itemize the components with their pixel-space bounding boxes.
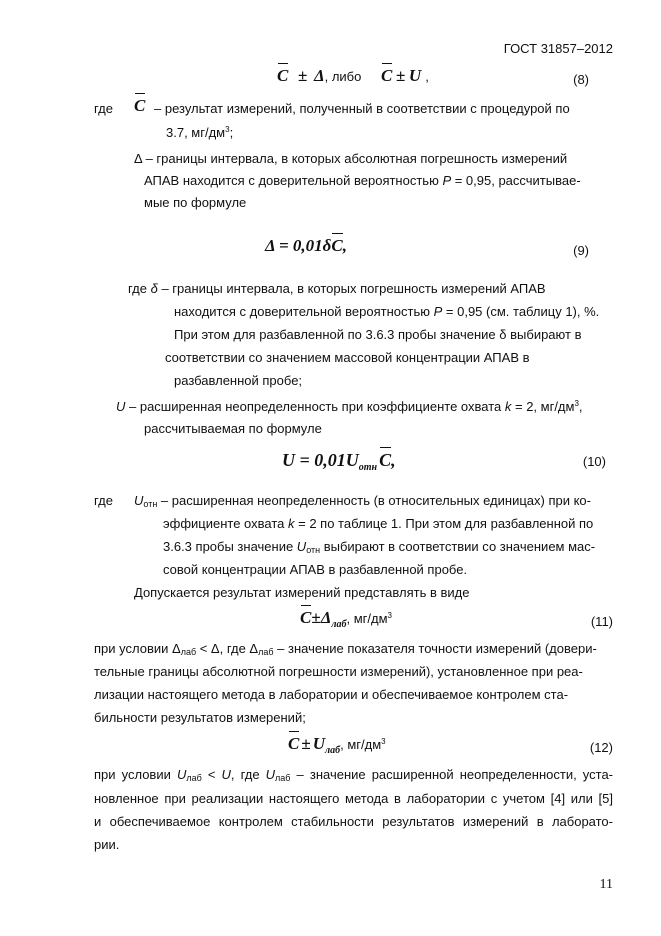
eq12-u: U [312,734,325,753]
eq9-delta: δ [322,236,332,255]
def-u-line1: U – расширенная неопределенность при коэффициенте охвата k = 2, $мг/дм^3$, [116,399,583,414]
eq11-c: C [300,608,312,627]
def-small-delta-line2: находится с доверительной вероятностью P = 0,95 (см. таблицу 1), %. [174,304,600,319]
cond12-line3: и обеспечиваемое контролем стабильности результатов измерений в лаборато- [94,814,613,829]
eq11-pm: ± [311,608,321,627]
def-delta-line1: Δ – границы интервала, в которых абсолютная погрешность измерений [134,151,568,166]
eq10-comma: , [391,450,396,470]
eq8-sep: , либо [324,69,362,84]
eq12-sub: лаб [324,745,341,756]
eq9-comma: , [342,236,347,255]
eq8-comma: , [425,69,429,84]
cond11-line1: при условии Δлаб < Δ, где Δлаб – значение показателя точности измерений (довери- [94,641,597,657]
eq11-sub: лаб [331,619,347,630]
equation-12 [288,734,386,756]
eq10-c: C [379,450,392,470]
equation-9 [265,236,347,256]
def-uotn-line1: Uотн – расширенная неопределенность (в относительных единицах) при ко- [134,493,591,509]
eq8-c: C [277,66,289,85]
eq8-c2: C [380,66,393,85]
eq8-u: U [408,66,422,85]
equation-11 [300,608,392,630]
def-uotn-line3: 3.6.3 пробы значение Uотн выбирают в соответствии со значением мас- [163,539,596,555]
def-c-line1: – результат измерений, полученный в соответствии с процедурой по [154,101,570,116]
def-c-line2: 3.7, $мг/дм^3$; [166,125,234,140]
page-number: 11 [599,877,613,892]
eq12-unit: , мг/дм [340,737,382,752]
def-uotn-line2: эффициенте охвата k = 2 по таблице 1. При этом для разбавленной по [163,516,594,531]
allowed-paragraph: Допускается результат измерений представлять в виде [134,585,470,600]
equation-10 [282,450,396,473]
cond12-line4: рии. [94,837,120,852]
def-delta-line2: АПАВ находится с доверительной вероятностью P = 0,95, рассчитывае- [144,173,581,188]
eq8-pm: ± [297,66,308,85]
def-small-delta-line3: При этом для разбавленной по 3.6.3 пробы значение δ выбирают в [174,327,582,342]
eq12-sup: 3 [381,737,386,746]
cond11-line2: тельные границы абсолютной погрешности измерений), установленное при реа- [94,664,583,679]
eq12-c: C [288,734,300,753]
def-delta-line3: мые по формуле [144,195,247,210]
eq11-sup: 3 [387,611,392,620]
equation-10-number: (10) [582,454,606,469]
def-small-delta-line1: где δ – границы интервала, в которых погрешность измерений АПАВ [128,281,546,296]
cond12-line2: новленное при реализации настоящего метода в лаборатории с учетом [4] или [5] [94,791,613,806]
cond11-line3: лизации настоящего метода в лаборатории и обеспечиваемое контролем ста- [94,687,569,702]
eq9-c: C [331,236,343,255]
eq12-pm: ± [301,734,311,753]
cond12-line1: при условии Uлаб < U, где Uлаб – значение расширенной неопределенности, уста- [94,767,614,783]
equation-8 [277,66,429,86]
def-small-delta-line5: разбавленной пробе; [174,373,303,388]
eq8-delta: Δ [313,66,325,85]
cond11-line4: бильности результатов измерений; [94,710,306,725]
def-uotn-gde: где [94,493,113,508]
def-c-gde: где [94,101,113,116]
def-small-delta-line4: соответствии со значением массовой концентрации АПАВ в [165,350,530,365]
eq11-unit: , мг/дм [346,611,388,626]
equation-8-number: (8) [573,72,589,87]
equation-12-number: (12) [589,740,613,755]
eq8-pm2: ± [395,66,406,85]
equation-11-number: (11) [590,614,613,629]
standard-header: ГОСТ 31857–2012 [503,41,613,56]
def-uotn-line4: совой концентрации АПАВ в разбавленной пробе. [163,562,468,577]
eq10-lhs: U = 0,01U [282,450,359,470]
eq10-sub: отн [358,462,378,473]
eq9-lhs: Δ = 0,01 [265,236,323,255]
eq11-delta: Δ [320,608,332,627]
def-u-line2: рассчитываемая по формуле [144,421,322,436]
def-c-symbol: C [134,96,146,115]
equation-9-number: (9) [573,243,589,258]
